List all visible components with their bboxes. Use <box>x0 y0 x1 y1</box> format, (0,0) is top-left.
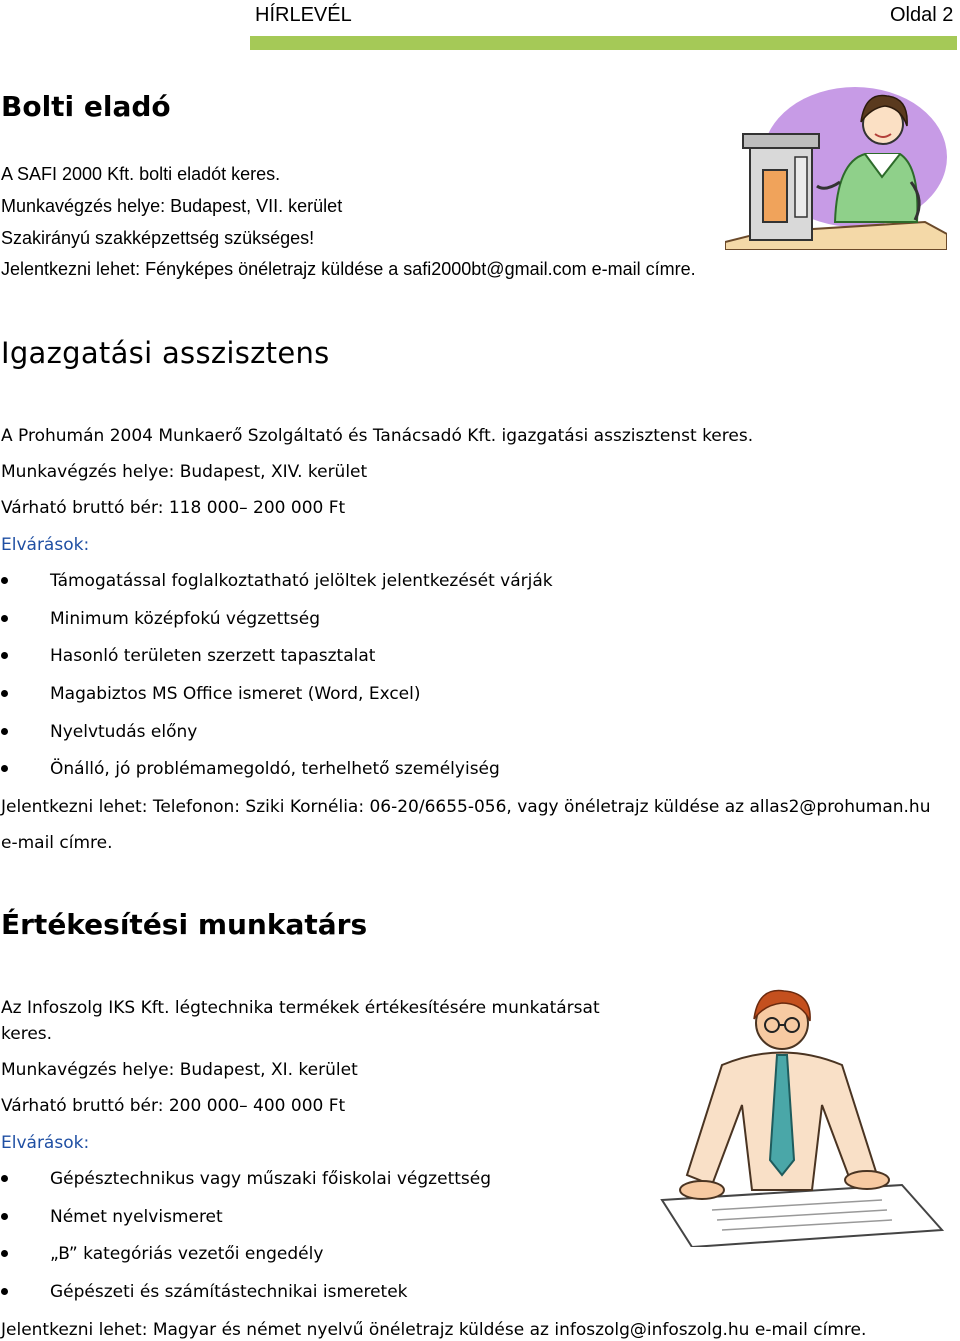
job-line: A SAFI 2000 Kft. bolti eladót keres. <box>1 164 281 184</box>
job-line: Munkavégzés helye: Budapest, XI. kerület <box>1 1060 358 1080</box>
bullet-icon <box>1 615 8 622</box>
list-item: Magabiztos MS Office ismeret (Word, Excel) <box>1 684 421 704</box>
bullet-icon <box>1 765 8 772</box>
job-line: Munkavégzés helye: Budapest, XIV. kerület <box>1 462 368 482</box>
bullet-icon <box>1 1250 8 1257</box>
bullet-icon <box>1 1288 8 1295</box>
bullet-icon <box>1 1213 8 1220</box>
job-line: Jelentkezni lehet: Fényképes önéletrajz küldése a safi2000bt@gmail.com e-mail címre. <box>1 259 696 279</box>
job-line: Várható bruttó bér: 200 000– 400 000 Ft <box>1 1096 346 1116</box>
list-item: Német nyelvismeret <box>1 1207 223 1227</box>
apply-line: Jelentkezni lehet: Magyar és német nyelvű önéletrajz küldése az infoszolg@infoszolg.hu e-mail címre. <box>1 1320 867 1340</box>
bullet-icon <box>1 690 8 697</box>
section-title: Bolti eladó <box>1 90 171 123</box>
job-line: Munkavégzés helye: Budapest, VII. kerület <box>1 196 343 216</box>
list-item: Önálló, jó problémamegoldó, terhelhető személyiség <box>1 759 500 779</box>
requirements-label: Elvárások: <box>1 1133 90 1153</box>
section-title: Igazgatási asszisztens <box>1 336 330 370</box>
list-item: Minimum középfokú végzettség <box>1 609 320 629</box>
bullet-icon <box>1 577 8 584</box>
job-line: Szakirányú szakképzettség szükséges! <box>1 228 315 248</box>
bullet-icon <box>1 1175 8 1182</box>
bullet-icon <box>1 728 8 735</box>
bullet-icon <box>1 652 8 659</box>
job-line: Várható bruttó bér: 118 000– 200 000 Ft <box>1 498 346 518</box>
job-line: A Prohumán 2004 Munkaerő Szolgáltató és Tanácsadó Kft. igazgatási asszisztenst keres. <box>1 426 754 446</box>
page-number: Oldal 2 <box>890 4 954 26</box>
list-item: „B” kategóriás vezetői engedély <box>1 1244 323 1264</box>
requirements-label: Elvárások: <box>1 535 90 555</box>
list-item: Gépésztechnikus vagy műszaki főiskolai végzettség <box>1 1169 491 1189</box>
job-line: keres. <box>1 1024 53 1044</box>
job-line: Az Infoszolg IKS Kft. légtechnika termékek értékesítésére munkatársat <box>1 998 600 1018</box>
apply-line: e-mail címre. <box>1 833 113 853</box>
newsletter-title: HÍRLEVÉL <box>255 4 352 26</box>
apply-line: Jelentkezni lehet: Telefonon: Sziki Kornélia: 06-20/6655-056, vagy önéletrajz küldése az allas2@prohuman.hu <box>1 797 931 817</box>
list-item: Támogatással foglalkoztatható jelöltek jelentkezését várják <box>1 571 553 591</box>
shop-clerk-illustration <box>725 82 947 250</box>
list-item: Gépészeti és számítástechnikai ismeretek <box>1 1282 408 1302</box>
list-item: Nyelvtudás előny <box>1 722 197 742</box>
section-title: Értékesítési munkatárs <box>1 908 368 941</box>
businessman-illustration <box>622 985 952 1247</box>
header-accent-bar <box>250 36 957 50</box>
list-item: Hasonló területen szerzett tapasztalat <box>1 646 375 666</box>
